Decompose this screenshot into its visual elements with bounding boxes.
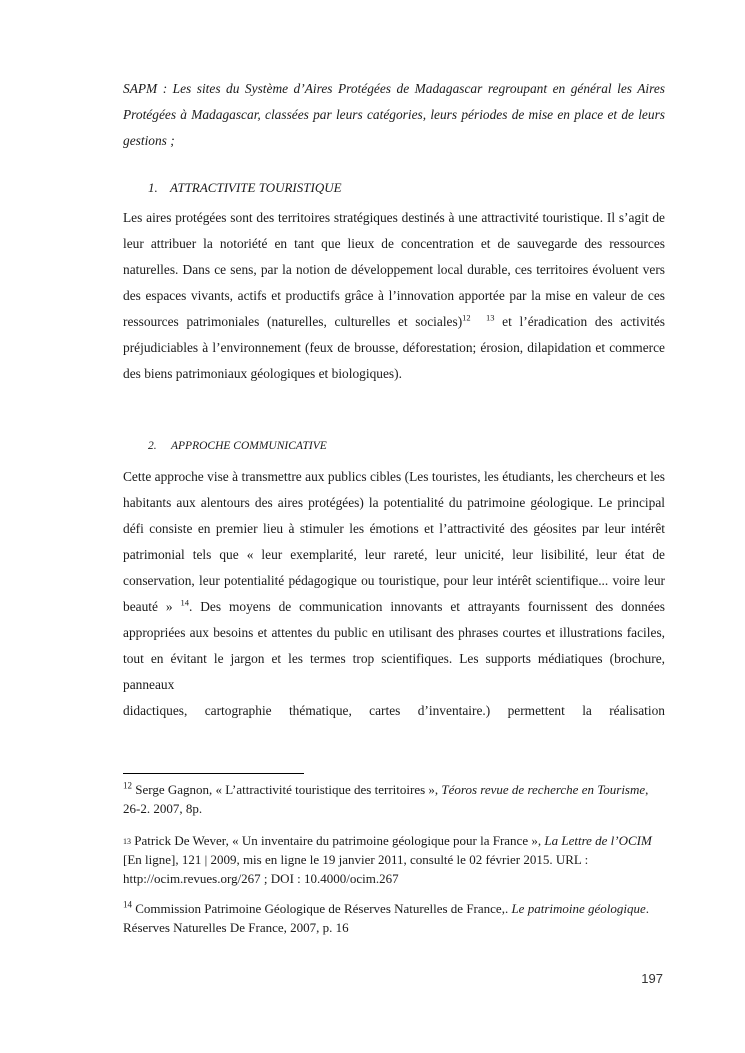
paragraph-text: Les aires protégées sont des territoires stratégiques destinés à une attractivité touristique. Il s’agit de leur attribuer la notoriété en tant que lieux de concentration et de sauvegarde des ressources naturelles. Dans ce sens, par la notion de développement local durable, ces territoires évoluent vers des espaces vivants, actifs et productifs grâce à l’innovation apportée par la mise en valeur de ces ressources patrimoniales (naturelles, culturelles et sociales) bbox=[123, 210, 665, 329]
section-paragraph-attractivite bbox=[123, 205, 665, 387]
footnote-ref-12[interactable]: 12 bbox=[462, 312, 471, 323]
footnote-marker: 12 bbox=[123, 780, 132, 791]
intro-paragraph: SAPM : Les sites du Système d’Aires Protégées de Madagascar regroupant en général les Aires Protégées à Madagascar, classées par leurs catégories, leurs périodes de mise en place et de leurs gestions ; bbox=[123, 81, 665, 148]
footnote-13 bbox=[123, 831, 665, 888]
footnote-12 bbox=[123, 780, 665, 818]
footnote-source-title: Téoros revue de recherche en Tourisme bbox=[441, 782, 646, 797]
footnote-source-title: La Lettre de l’OCIM bbox=[544, 833, 652, 848]
paragraph-last-line: didactiques, cartographie thématique, cartes d’inventaire.) permettent la réalisation bbox=[123, 703, 665, 718]
footnote-text: Serge Gagnon, « L’attractivité touristique des territoires », bbox=[132, 782, 442, 797]
footnote-marker: 14 bbox=[123, 899, 132, 910]
footnote-ref-14[interactable]: 14 bbox=[180, 597, 189, 608]
footnote-14 bbox=[123, 899, 665, 937]
section-number: 2. bbox=[148, 440, 157, 452]
section-heading-communicative bbox=[148, 440, 327, 452]
page-number: 197 bbox=[641, 971, 663, 986]
footnote-text: , 26-2. 2007, 8p. bbox=[123, 782, 649, 816]
section-paragraph-communicative bbox=[123, 464, 665, 724]
paragraph-text: Cette approche vise à transmettre aux publics cibles (Les touristes, les étudiants, les chercheurs et les habitants aux alentours des aires protégées) la potentialité du patrimoine géologique. Le principal défi consiste en premier lieu à stimuler les émotions et l’attractivité des géosites par leur intérêt patrimonial tels que « leur exemplarité, leur rareté, leur unicité, leur lisibilité, leur état de conservation, leur potentialité pédagogique ou touristique, pour leur intérêt scientifique... voire leur beauté » bbox=[123, 469, 665, 614]
section-title: APPROCHE COMMUNICATIVE bbox=[171, 440, 327, 452]
footnote-text: Patrick De Wever, « Un inventaire du patrimoine géologique pour la France », bbox=[131, 833, 545, 848]
footnote-marker: 13 bbox=[123, 837, 131, 846]
footnote-text: . Réserves Naturelles De France, 2007, p. 16 bbox=[123, 901, 650, 935]
footnote-separator bbox=[123, 773, 304, 774]
footnote-ref-13[interactable]: 13 bbox=[486, 312, 495, 323]
paragraph-text: et l’éradication des activités préjudiciables à l’environnement (feux de brousse, déforestation; érosion, dilapidation et commerce des biens patrimoniaux géologiques et biologiques). bbox=[123, 314, 665, 381]
section-number: 1. bbox=[148, 180, 158, 195]
paragraph-text: . Des moyens de communication innovants et attrayants fournissent des données appropriées aux besoins et attentes du public en utilisant des phrases courtes et illustrations faciles, tout en évitant le jargon et les termes trop scientifiques. Les supports médiatiques (brochure, panneaux bbox=[123, 599, 665, 692]
footnote-source-title: Le patrimoine géologique bbox=[511, 901, 646, 916]
footnote-text: [En ligne], 121 | 2009, mis en ligne le 19 janvier 2011, consulté le 02 février 2015. URL : http://ocim.revues.org/267 ; DOI : 10.4000/ocim.267 bbox=[123, 852, 589, 886]
footnote-text: Commission Patrimoine Géologique de Réserves Naturelles de France,. bbox=[132, 901, 512, 916]
section-title: ATTRACTIVITE TOURISTIQUE bbox=[170, 180, 342, 195]
section-heading-attractivite bbox=[148, 180, 342, 196]
